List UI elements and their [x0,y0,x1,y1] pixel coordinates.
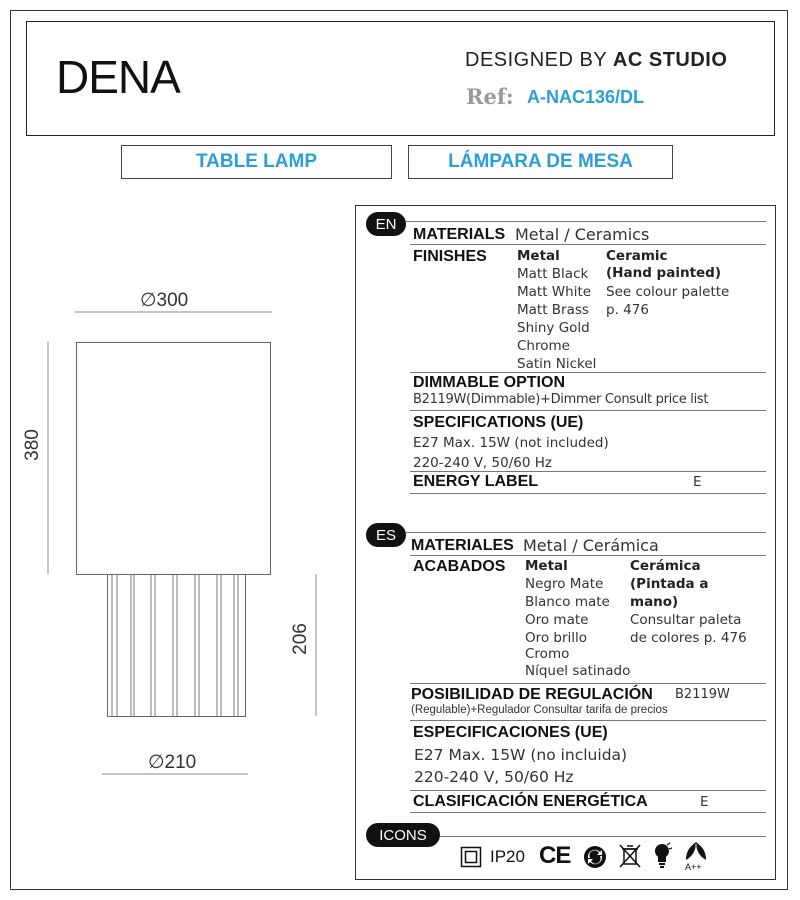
es-metal-item: Níquel satinado [525,663,631,679]
en-spec-label: SPECIFICATIONS (UE) [413,414,584,431]
es-spec-line2: 220-240 V, 50/60 Hz [414,768,574,786]
ce-mark-icon: CE [539,842,571,869]
divider [410,471,766,472]
divider [410,244,766,245]
class-ii-icon [460,846,482,868]
en-ceramic-line: p. 476 [606,302,649,318]
es-dimmable-code: B2119W [675,687,730,702]
divider [410,493,766,494]
es-dimmable-label: POSIBILIDAD DE REGULACIÓN [411,686,653,703]
ip-rating: IP20 [490,847,525,866]
divider [410,720,766,721]
en-metal-item: Satin Nickel [517,356,597,372]
es-tag: ES [366,523,406,547]
product-name: DENA [56,51,180,103]
divider [410,555,766,556]
en-dimmable-label: DIMMABLE OPTION [413,374,565,391]
en-energy-value: E [693,474,702,490]
es-spec-line1: E27 Max. 15W (no incluida) [414,746,628,764]
eco-leaf-icon [683,838,709,862]
en-metal-item: Matt Black [517,266,589,282]
es-metal-item: Negro Mate [525,576,604,592]
weee-bin-icon [618,843,642,869]
divider [410,372,766,373]
es-dimmable-value: (Regulable)+Regulador Consultar tarifa de precios [411,704,668,716]
es-metal-item: Cromo [525,646,570,662]
es-metal-item: Oro mate [525,612,589,628]
energy-class-label: A++ [685,862,702,872]
title-es: LÁMPARA DE MESA [408,145,673,179]
en-metal-header: Metal [517,248,560,264]
es-ceramic-line: Consultar paleta [630,612,742,628]
en-ceramic-line: See colour palette [606,284,730,300]
designer-name: AC STUDIO [612,49,728,71]
es-ceramic-sub: (Pintada a [630,576,709,592]
en-metal-item: Matt Brass [517,302,589,318]
divider [440,836,766,837]
divider [410,683,766,684]
es-ceramic-sub: mano) [630,594,679,610]
es-metal-item: Blanco mate [525,594,610,610]
base-diameter-label: ∅210 [148,752,197,773]
en-ceramic-header: Ceramic [606,248,668,264]
en-metal-item: Chrome [517,338,570,354]
es-energy-value: E [700,794,709,810]
technical-drawing [0,0,350,800]
lampshade-outline [77,343,271,575]
en-energy-label: ENERGY LABEL [413,473,539,490]
es-materials-label: MATERIALES [411,537,514,554]
recycle-icon [583,845,607,869]
icons-tag: ICONS [366,823,440,847]
divider [410,790,766,791]
en-finishes-label: FINISHES [413,248,487,265]
es-ceramic-header: Cerámica [630,558,701,574]
en-materials-value: Metal / Ceramics [515,225,650,244]
led-bulb-icon [652,842,672,870]
shade-diameter-label: ∅300 [140,290,189,311]
divider [410,812,766,813]
en-tag: EN [366,212,406,236]
base-height-label: 206 [289,623,311,655]
divider [410,410,766,411]
en-spec-line1: E27 Max. 15W (not included) [413,435,609,451]
en-ceramic-sub: (Hand painted) [606,265,722,281]
es-finishes-label: ACABADOS [413,558,506,575]
es-metal-item: Oro brillo [525,630,588,646]
en-dimmable-value: B2119W(Dimmable)+Dimmer Consult price list [413,392,709,407]
es-metal-header: Metal [525,558,568,574]
divider [406,532,766,533]
designed-by-prefix: DESIGNED BY [465,49,613,71]
en-materials-label: MATERIALS [413,226,506,243]
es-spec-label: ESPECIFICACIONES (UE) [413,724,608,741]
ref-value: A-NAC136/DL [527,87,645,107]
es-energy-label: CLASIFICACIÓN ENERGÉTICA [413,793,648,810]
en-spec-line2: 220-240 V, 50/60 Hz [413,455,552,471]
en-metal-item: Matt White [517,284,592,300]
title-en: TABLE LAMP [121,145,392,179]
en-metal-item: Shiny Gold [517,320,590,336]
es-ceramic-line: de colores p. 476 [630,630,747,646]
height-label: 380 [21,429,43,461]
ref-label: Ref: [466,84,514,109]
designer-credit [465,49,727,72]
divider [406,221,766,222]
es-materials-value: Metal / Cerámica [523,536,659,555]
